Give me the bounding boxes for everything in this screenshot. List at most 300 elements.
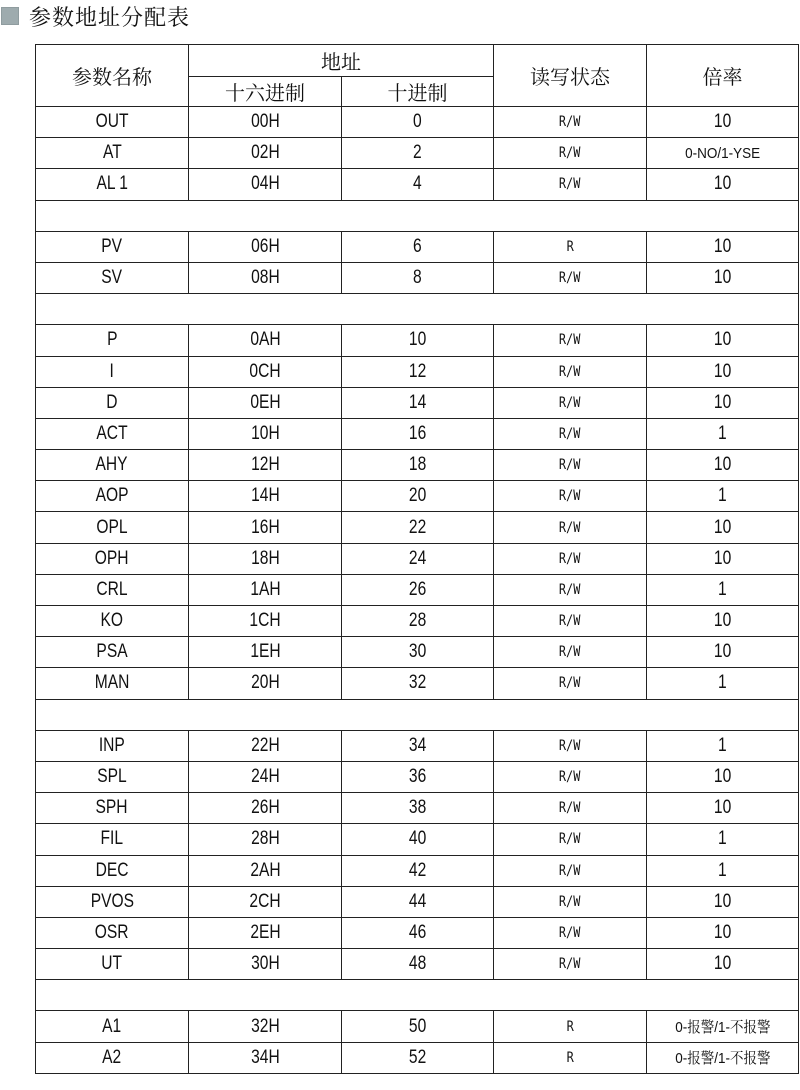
dec-cell	[342, 668, 494, 699]
header-hex: 十六进制	[189, 77, 342, 107]
rate-cell	[647, 262, 799, 293]
rate-value: 10	[713, 610, 732, 632]
dec-value: 40	[408, 828, 427, 850]
name-cell	[36, 325, 189, 356]
dec-cell	[342, 138, 494, 169]
name-value: OPH	[95, 547, 129, 569]
header-param-name: 参数名称	[36, 45, 189, 107]
dec-value: 42	[408, 859, 427, 881]
name-cell	[36, 761, 189, 792]
rate-cell	[647, 761, 799, 792]
table-row	[36, 668, 799, 699]
rw-value: R/W	[559, 644, 581, 661]
name-cell	[36, 231, 189, 262]
name-cell	[36, 1042, 189, 1073]
rate-cell	[647, 450, 799, 481]
table-row	[36, 1042, 799, 1073]
name-cell	[36, 169, 189, 200]
name-value: A2	[102, 1046, 122, 1068]
section-spacer-row	[36, 200, 799, 231]
dec-value: 2	[413, 142, 422, 164]
dec-value: 8	[413, 267, 422, 289]
rw-cell	[494, 637, 647, 668]
rate-cell	[647, 824, 799, 855]
rate-cell	[647, 543, 799, 574]
rate-value: 10	[713, 173, 732, 195]
name-value: PSA	[96, 641, 128, 663]
table-row	[36, 231, 799, 262]
rw-value: R/W	[559, 675, 581, 692]
dec-cell	[342, 574, 494, 605]
rate-value: 1	[718, 672, 727, 694]
dec-cell	[342, 886, 494, 917]
rw-value: R/W	[559, 800, 581, 817]
hex-value: 34H	[250, 1046, 280, 1068]
hex-cell	[189, 1042, 342, 1073]
hex-cell	[189, 356, 342, 387]
rw-cell	[494, 949, 647, 980]
rate-cell	[647, 325, 799, 356]
hex-value: 0AH	[249, 329, 281, 351]
name-cell	[36, 730, 189, 761]
rw-value: R/W	[559, 457, 581, 474]
dec-cell	[342, 1042, 494, 1073]
rw-value: R/W	[559, 425, 581, 442]
hex-cell	[189, 855, 342, 886]
table-row	[36, 637, 799, 668]
name-value: I	[109, 360, 115, 382]
hex-cell	[189, 730, 342, 761]
hex-cell	[189, 169, 342, 200]
page-title-bar	[0, 0, 400, 32]
dec-cell	[342, 418, 494, 449]
name-value: A1	[102, 1015, 122, 1037]
rw-cell	[494, 761, 647, 792]
rw-cell	[494, 824, 647, 855]
table-row	[36, 824, 799, 855]
rw-cell	[494, 574, 647, 605]
rate-cell	[647, 169, 799, 200]
name-value: PV	[101, 235, 123, 257]
hex-value: 20H	[250, 672, 280, 694]
rate-value: 1	[718, 859, 727, 881]
name-value: INP	[99, 734, 125, 756]
section-spacer-row	[36, 699, 799, 730]
hex-cell	[189, 107, 342, 138]
rate-cell	[647, 730, 799, 761]
table-body	[36, 107, 799, 1074]
name-value: SPL	[97, 766, 127, 788]
dec-cell	[342, 262, 494, 293]
hex-value: 08H	[250, 267, 280, 289]
name-cell	[36, 418, 189, 449]
hex-value: 12H	[250, 454, 280, 476]
rate-value: 10	[713, 454, 732, 476]
rw-cell	[494, 512, 647, 543]
name-value: SPH	[95, 797, 129, 819]
hex-cell	[189, 824, 342, 855]
hex-cell	[189, 637, 342, 668]
rw-value: R/W	[559, 145, 581, 162]
rw-cell	[494, 855, 647, 886]
hex-value: 16H	[250, 516, 280, 538]
dec-value: 4	[413, 173, 422, 195]
rate-cell	[647, 1011, 799, 1042]
name-cell	[36, 1011, 189, 1042]
dec-cell	[342, 543, 494, 574]
rw-value: R/W	[559, 114, 581, 131]
rate-cell	[647, 356, 799, 387]
rate-value: 10	[713, 267, 732, 289]
rw-value: R/W	[559, 613, 581, 630]
name-value: PVOS	[90, 890, 134, 912]
table-row	[36, 761, 799, 792]
rate-cell	[647, 387, 799, 418]
dec-value: 12	[408, 360, 427, 382]
dec-cell	[342, 824, 494, 855]
hex-value: 0EH	[249, 391, 281, 413]
hex-value: 24H	[250, 766, 280, 788]
hex-cell	[189, 886, 342, 917]
hex-value: 2AH	[249, 859, 281, 881]
rate-cell	[647, 606, 799, 637]
header-rate: 倍率	[647, 45, 799, 107]
spacer-cell	[36, 200, 799, 231]
rate-value: 10	[713, 391, 732, 413]
name-cell	[36, 824, 189, 855]
name-cell	[36, 512, 189, 543]
table-row	[36, 418, 799, 449]
rw-value: R/W	[559, 737, 581, 754]
dec-cell	[342, 107, 494, 138]
hex-value: 04H	[250, 173, 280, 195]
hex-cell	[189, 418, 342, 449]
name-value: P	[106, 329, 118, 351]
rate-value: 1	[718, 578, 727, 600]
rate-cell	[647, 637, 799, 668]
rw-cell	[494, 387, 647, 418]
name-value: AL 1	[96, 173, 128, 195]
name-value: D	[106, 391, 118, 413]
dec-cell	[342, 637, 494, 668]
table-row	[36, 543, 799, 574]
dec-value: 20	[408, 485, 427, 507]
table-row	[36, 262, 799, 293]
rate-cell	[647, 886, 799, 917]
rw-cell	[494, 262, 647, 293]
hex-cell	[189, 917, 342, 948]
rw-value: R/W	[559, 176, 581, 193]
header-rw-status: 读写状态	[494, 45, 647, 107]
name-value: SV	[101, 267, 123, 289]
parameter-address-table	[35, 44, 799, 1074]
spacer-cell	[36, 699, 799, 730]
dec-value: 14	[408, 391, 427, 413]
name-cell	[36, 481, 189, 512]
hex-cell	[189, 512, 342, 543]
dec-cell	[342, 606, 494, 637]
hex-cell	[189, 606, 342, 637]
square-bullet-icon	[1, 7, 19, 25]
name-value: KO	[100, 610, 124, 632]
dec-cell	[342, 730, 494, 761]
hex-cell	[189, 574, 342, 605]
rw-value: R/W	[559, 332, 581, 349]
rate-cell	[647, 107, 799, 138]
dec-value: 50	[408, 1015, 427, 1037]
hex-value: 0CH	[249, 360, 281, 382]
hex-cell	[189, 668, 342, 699]
rw-value: R/W	[559, 270, 581, 287]
dec-value: 18	[408, 454, 427, 476]
rw-cell	[494, 418, 647, 449]
rate-value: 10	[713, 797, 732, 819]
table-row	[36, 169, 799, 200]
name-value: UT	[101, 953, 123, 975]
rw-cell	[494, 730, 647, 761]
rw-value: R/W	[559, 924, 581, 941]
rate-value: 0-报警/1-不报警	[674, 1019, 771, 1037]
dec-value: 52	[408, 1046, 427, 1068]
dec-cell	[342, 231, 494, 262]
name-value: DEC	[95, 859, 129, 881]
rate-cell	[647, 949, 799, 980]
rate-value: 10	[713, 329, 732, 351]
rate-cell	[647, 668, 799, 699]
rate-cell	[647, 138, 799, 169]
spacer-cell	[36, 294, 799, 325]
name-cell	[36, 668, 189, 699]
rw-value: R/W	[559, 363, 581, 380]
rw-value: R	[566, 238, 574, 255]
hex-cell	[189, 138, 342, 169]
dec-cell	[342, 387, 494, 418]
dec-cell	[342, 793, 494, 824]
hex-value: 22H	[250, 734, 280, 756]
dec-cell	[342, 356, 494, 387]
table-row	[36, 107, 799, 138]
table-row	[36, 730, 799, 761]
rw-value: R/W	[559, 550, 581, 567]
hex-cell	[189, 262, 342, 293]
name-value: AT	[102, 142, 122, 164]
hex-value: 14H	[250, 485, 280, 507]
rate-value: 10	[713, 766, 732, 788]
hex-cell	[189, 1011, 342, 1042]
hex-value: 18H	[250, 547, 280, 569]
rw-cell	[494, 481, 647, 512]
table-row	[36, 574, 799, 605]
table-row	[36, 481, 799, 512]
hex-cell	[189, 793, 342, 824]
rw-cell	[494, 169, 647, 200]
table-row	[36, 606, 799, 637]
table-row	[36, 325, 799, 356]
rate-value: 10	[713, 547, 732, 569]
dec-value: 6	[413, 235, 422, 257]
rw-value: R/W	[559, 394, 581, 411]
rw-value: R/W	[559, 488, 581, 505]
rw-cell	[494, 138, 647, 169]
rw-cell	[494, 1011, 647, 1042]
rate-value: 10	[713, 516, 732, 538]
dec-cell	[342, 917, 494, 948]
dec-value: 36	[408, 766, 427, 788]
dec-cell	[342, 761, 494, 792]
name-cell	[36, 793, 189, 824]
rate-value: 10	[713, 235, 732, 257]
hex-value: 1AH	[249, 578, 281, 600]
dec-cell	[342, 481, 494, 512]
hex-cell	[189, 325, 342, 356]
hex-cell	[189, 543, 342, 574]
table-row	[36, 450, 799, 481]
rw-value: R/W	[559, 893, 581, 910]
hex-cell	[189, 761, 342, 792]
dec-value: 10	[408, 329, 427, 351]
table-row	[36, 387, 799, 418]
hex-value: 1CH	[249, 610, 281, 632]
rw-cell	[494, 107, 647, 138]
dec-cell	[342, 450, 494, 481]
name-cell	[36, 356, 189, 387]
name-cell	[36, 138, 189, 169]
name-value: FIL	[100, 828, 124, 850]
dec-value: 32	[408, 672, 427, 694]
rate-cell	[647, 917, 799, 948]
rate-cell	[647, 1042, 799, 1073]
rw-cell	[494, 356, 647, 387]
hex-value: 06H	[250, 235, 280, 257]
hex-value: 26H	[250, 797, 280, 819]
dec-cell	[342, 512, 494, 543]
rate-value: 0-报警/1-不报警	[674, 1050, 771, 1068]
rw-value: R/W	[559, 581, 581, 598]
name-cell	[36, 574, 189, 605]
rate-value: 0-NO/1-YSE	[684, 144, 761, 162]
hex-value: 02H	[250, 142, 280, 164]
name-value: AHY	[95, 454, 129, 476]
table-row	[36, 886, 799, 917]
hex-value: 2EH	[249, 921, 281, 943]
name-value: AOP	[95, 485, 129, 507]
dec-value: 28	[408, 610, 427, 632]
rate-cell	[647, 418, 799, 449]
dec-cell	[342, 325, 494, 356]
hex-cell	[189, 481, 342, 512]
dec-cell	[342, 1011, 494, 1042]
rate-value: 10	[713, 921, 732, 943]
table-row	[36, 855, 799, 886]
hex-value: 2CH	[249, 890, 281, 912]
hex-cell	[189, 387, 342, 418]
dec-value: 46	[408, 921, 427, 943]
table-row	[36, 1011, 799, 1042]
name-value: CRL	[96, 578, 128, 600]
rate-value: 1	[718, 485, 727, 507]
hex-value: 32H	[250, 1015, 280, 1037]
rate-cell	[647, 574, 799, 605]
name-cell	[36, 855, 189, 886]
table-row	[36, 356, 799, 387]
table-row	[36, 512, 799, 543]
rw-cell	[494, 886, 647, 917]
dec-value: 0	[413, 111, 422, 133]
name-value: OSR	[95, 921, 129, 943]
name-cell	[36, 886, 189, 917]
rate-cell	[647, 855, 799, 886]
rw-cell	[494, 450, 647, 481]
dec-value: 24	[408, 547, 427, 569]
rw-cell	[494, 793, 647, 824]
rw-value: R/W	[559, 519, 581, 536]
hex-value: 30H	[250, 953, 280, 975]
rw-cell	[494, 917, 647, 948]
hex-value: 1EH	[249, 641, 281, 663]
name-cell	[36, 949, 189, 980]
name-cell	[36, 917, 189, 948]
dec-cell	[342, 855, 494, 886]
rate-value: 10	[713, 360, 732, 382]
header-address: 地址	[189, 45, 494, 77]
table-row	[36, 917, 799, 948]
name-cell	[36, 107, 189, 138]
rw-cell	[494, 231, 647, 262]
rw-cell	[494, 325, 647, 356]
spacer-cell	[36, 980, 799, 1011]
dec-value: 48	[408, 953, 427, 975]
rate-cell	[647, 793, 799, 824]
rate-value: 1	[718, 828, 727, 850]
rw-cell	[494, 606, 647, 637]
rate-value: 1	[718, 422, 727, 444]
table-row	[36, 949, 799, 980]
dec-value: 26	[408, 578, 427, 600]
table-row	[36, 138, 799, 169]
name-cell	[36, 262, 189, 293]
rw-value: R	[566, 1018, 574, 1035]
name-value: OPL	[96, 516, 128, 538]
section-spacer-row	[36, 294, 799, 325]
rw-cell	[494, 668, 647, 699]
dec-cell	[342, 169, 494, 200]
hex-cell	[189, 231, 342, 262]
name-cell	[36, 543, 189, 574]
dec-value: 44	[408, 890, 427, 912]
name-value: MAN	[94, 672, 130, 694]
dec-value: 34	[408, 734, 427, 756]
rate-value: 10	[713, 890, 732, 912]
rate-value: 1	[718, 734, 727, 756]
dec-value: 30	[408, 641, 427, 663]
section-spacer-row	[36, 980, 799, 1011]
name-cell	[36, 606, 189, 637]
name-cell	[36, 450, 189, 481]
hex-value: 00H	[250, 111, 280, 133]
rate-value: 10	[713, 953, 732, 975]
hex-cell	[189, 450, 342, 481]
name-cell	[36, 637, 189, 668]
rw-value: R	[566, 1049, 574, 1066]
name-cell	[36, 387, 189, 418]
rate-cell	[647, 512, 799, 543]
dec-value: 38	[408, 797, 427, 819]
rw-cell	[494, 543, 647, 574]
rw-cell	[494, 1042, 647, 1073]
rate-value: 10	[713, 111, 732, 133]
dec-cell	[342, 949, 494, 980]
hex-value: 28H	[250, 828, 280, 850]
